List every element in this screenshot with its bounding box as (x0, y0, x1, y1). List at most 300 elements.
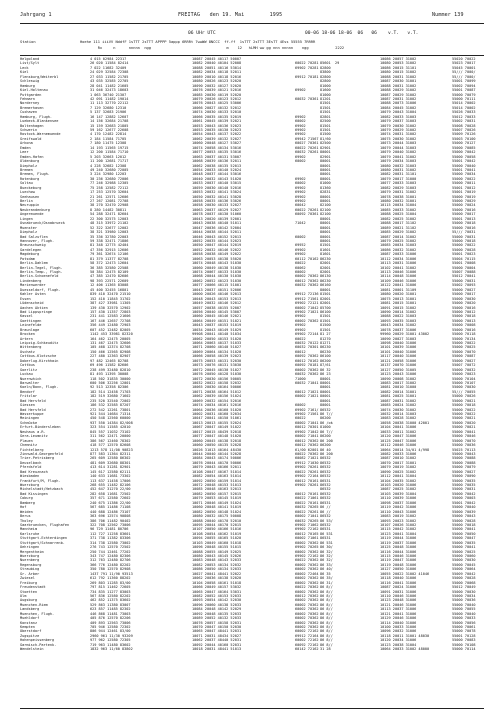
station-code-group-f: 55014 70002 (452, 101, 476, 106)
station-code-group-d: 82801 (320, 114, 331, 119)
station-code-group-b: 10043 20038 40140 51011 (192, 221, 242, 226)
station-code-group-b: 10082 20034 40118 52011 (192, 70, 242, 75)
station-code-group-e: 10082 20029 31003 (380, 185, 417, 190)
station-code-group-b: 10077 20047 40148 51020 (192, 434, 242, 439)
station-code-group-f: 55000 70018 (452, 238, 476, 243)
station-name: Bad Lippspringe (20, 309, 53, 314)
station-code-group-e: 10113 20031 31006 (380, 261, 417, 266)
station-code-group-c: 60022 70362 (295, 585, 319, 590)
station-code-group-a: 14 193 11565 19715 (90, 145, 129, 150)
station-code-group-f: 55000 70017 (452, 212, 476, 217)
station-code-group-d: 81501 (320, 243, 331, 248)
station-code-group-b: 10096 20060 40138 52033 (192, 602, 242, 607)
station-code-group-d: 86 8// (320, 611, 333, 616)
station-name: Bueckeburg (20, 185, 42, 190)
station-code-group-c: 60002 72162 (295, 638, 319, 643)
station-name: Trier-Petrisberg (20, 456, 55, 461)
station-code-group-a: 1 063 36740 21307 (90, 92, 127, 97)
station-code-group-f: 55000 70022 (452, 412, 476, 416)
station-code-group-d: 80001 (320, 398, 331, 403)
station-code-group-f: 55000 70031 (452, 234, 476, 239)
station-code-group-c: 60032 70301 (295, 345, 319, 350)
station-code-group-f: 55000 70068 (452, 580, 476, 585)
station-code-group-d: 86 35 (320, 571, 331, 576)
station-name: Berlin-Temp., Flugh. (20, 270, 63, 274)
station-code-group-c: 60012 70161 (295, 491, 319, 496)
station-code-group-e: 10073 20044 31003 (380, 141, 417, 146)
station-code-group-e: 10115 20046 31006 (380, 554, 417, 558)
station-code-group-d: 86100 (320, 309, 331, 314)
station-code-group-e: 10121 20046 31006 (380, 602, 417, 607)
station-code-group-b: 10074 20034 40161 52016 (192, 403, 242, 408)
station-code-group-a: 75 258 12582 72112 (90, 185, 129, 190)
station-code-group-f: 55000 70118 (452, 332, 476, 337)
station-code-group-c: 69902 (295, 123, 306, 128)
station-code-group-a: 21 261 12571 12606 (90, 194, 129, 199)
station-name: Kempten (20, 625, 35, 629)
station-code-group-d: 80001 (320, 225, 331, 230)
station-code-group-d: 82100 (320, 207, 331, 212)
station-code-group-b: 10070 20047 40150 52030 (192, 625, 242, 629)
station-code-group-b: 10059 20030 40140 52016 (192, 185, 242, 190)
station-code-group-a: 350 780 12570 82908 (90, 567, 131, 572)
station-code-group-f: 55000 70021 (452, 425, 476, 430)
station-code-group-b: 10084 20043 40174 50006 (192, 456, 242, 461)
station-code-group-e: 10079 20017 31000 (380, 176, 417, 181)
station-code-group-e: 10119 20044 31006 (380, 536, 417, 541)
station-name: Fehmarn (20, 96, 35, 101)
station-code-group-a: 35 336 32780 22003 (90, 234, 129, 239)
station-code-group-b: 10108 20047 40167 51014 (192, 469, 242, 474)
station-code-group-b: 10018 20031 48441 51013 (192, 647, 242, 652)
station-code-group-e: 10088 20073 31006 (380, 101, 417, 106)
station-name: Luckau (20, 372, 33, 377)
station-code-group-e: 10110 20046 31006 (380, 593, 417, 598)
station-code-group-f: 55000 70030 (452, 385, 476, 390)
station-name: Emden-Hafen (20, 154, 44, 159)
station-code-group-e: 10123 20043 31006 (380, 372, 417, 377)
station-code-group-c: 60092 70362 (295, 354, 319, 359)
station-code-group-e: 10079 20031 31002 (380, 190, 417, 195)
station-code-group-e: 10078 20038 31001 (380, 194, 417, 199)
station-name: Marienwerder (20, 283, 46, 288)
station-code-group-c: 60002 70362 (295, 567, 319, 572)
station-code-group-e: 99960 20029 31001 43002 (380, 332, 430, 337)
station-code-group-a: 977 962 12580 72305 (90, 638, 131, 643)
station-code-group-e: 10087 20031 31002 (380, 398, 417, 403)
station-code-group-c: 60112 70162 (295, 256, 319, 261)
station-code-group-c: 71000 (295, 376, 306, 381)
station-code-group-c: 69902 (295, 128, 306, 132)
station-code-group-d: 86 8// (320, 593, 333, 598)
station-code-group-f: 55000 70041 (452, 429, 476, 434)
station-code-group-a: 386 706 11482 90402 (90, 518, 131, 523)
station-code-group-c: 60002 70362 (295, 611, 319, 616)
station-name: Oberstdorf (20, 629, 42, 634)
station-code-group-b: 10060 20050 40135 52028 (192, 443, 242, 448)
station-code-group-b: 10062 20036 40138 52020 (192, 576, 242, 581)
station-name: Erfurt-Bindersleben (20, 425, 61, 430)
station-code-group-f: 55000 70031 (452, 278, 476, 283)
station-code-group-e: 10088 20031 31002 (380, 74, 417, 79)
station-code-group-c: 69912 71030 (295, 460, 319, 465)
station-code-group-c: 60012 70161 (295, 478, 319, 483)
station-code-group-d: 82001 (320, 270, 331, 274)
station-code-group-a: 343 747 12480 82306 (90, 554, 131, 558)
station-code-group-f: 55000 70018 (452, 522, 476, 527)
station-code-group-a: 1832 963 11/60 83802 (90, 647, 133, 652)
station-code-group-e: 10085 20024 31002 (380, 403, 417, 408)
station-code-group-d: 82001 (320, 301, 331, 306)
station-code-group-a: 186 532 32585 87207 (90, 403, 131, 408)
station-code-group-c: 60022 70362 (295, 558, 319, 563)
station-name: Berlin-Tegel, Flugh. (20, 265, 63, 270)
station-code-group-b: 10032 20022 40158 52032 (192, 380, 242, 385)
station-code-group-f: 55000 70111 (452, 96, 476, 101)
station-code-group-e: 10090 20025 31002 (380, 469, 417, 474)
station-code-group-c: 61/00 62001 (295, 447, 319, 452)
station-code-group-b: 10077 20053 40135 53016 (192, 150, 242, 155)
station-code-group-d: 86 8// (320, 607, 333, 612)
station-code-group-d: 81000 (320, 92, 331, 97)
station-name: Lindenberg (20, 278, 42, 283)
station-code-group-c: 60012 70362 (295, 443, 319, 448)
station-code-group-c: 60092 72162 (295, 642, 319, 647)
station-code-group-c: 69912 72164 (295, 633, 319, 638)
station-code-group-f: 55000 70025 (452, 345, 476, 350)
station-code-group-b: 10048 20043 40153 52013 (192, 296, 242, 301)
station-code-group-c: 71042 (295, 221, 306, 226)
station-code-group-d: 86 40 (320, 447, 331, 452)
station-name: Bremen, Flugh. (20, 172, 50, 177)
station-code-group-e: 10079 20019 31002 (380, 465, 417, 470)
station-code-group-c: 60002 70362 (295, 625, 319, 629)
station-code-group-f: 55000 70040 (452, 163, 476, 168)
station-code-group-c: 69902 71021 (295, 309, 319, 314)
station-code-group-f: 55000 70043 (452, 451, 476, 456)
station-code-group-b: 10076 20057 40158 52031 (192, 620, 242, 625)
station-code-group-c: 60022 70161 (295, 500, 319, 505)
station-code-group-c: 69912 71561 (295, 296, 319, 301)
station-code-group-a: 5 203 32663 12012 (90, 154, 127, 159)
station-code-group-a: 937 550 14384 82/008 (90, 420, 133, 425)
station-code-group-d: 86100 (320, 354, 331, 359)
station-code-group-d: 86200 (320, 434, 331, 439)
station-code-group-d: 80001 (320, 385, 331, 390)
station-code-group-b: 10071 20031 48434 52027 (192, 633, 242, 638)
station-code-group-b: 10077 20066 40115 51001 (192, 283, 242, 288)
station-name: Braunschweig (20, 243, 46, 248)
station-code-group-a: 47 356 32915 12606 (90, 247, 129, 252)
station-code-group-f: 55000 70030 (452, 558, 476, 563)
station-code-group-a: 250 744 12461 77202 (90, 549, 131, 554)
station-code-group-e: 10096 20032 31006 (380, 629, 417, 634)
station-code-group-a: 54 288 32471 82604 (90, 212, 129, 217)
station-code-group-f: 55000 70079 (452, 465, 476, 470)
station-name: Puttgarden (20, 92, 42, 97)
station-code-group-b: 10062 20037 48440 52031 (192, 638, 242, 643)
station-code-group-d: 86230 (320, 345, 331, 350)
station-code-group-b: 10068 20039 40136 52011 (192, 159, 242, 164)
station-code-group-d: 86 31/ (320, 580, 333, 585)
station-name: Hohenpeissenberg (20, 638, 55, 643)
station-code-group-c: 60002 72464 (295, 571, 319, 576)
station-code-group-b: 10066 20027 40132 52012 (192, 105, 242, 110)
station-name: Braunlage (20, 327, 40, 332)
station-code-group-f: 55000 70003 (452, 496, 476, 501)
station-name: Barwalter (20, 380, 40, 385)
station-code-group-e: 10104 20035 31002 (380, 478, 417, 483)
station-name: Frankfurt/M, Flugh. (20, 478, 61, 483)
footer-rule (20, 708, 484, 709)
station-code-group-a: 81 493 11395 30008 (90, 372, 129, 377)
station-code-group-b: 10054 20033 40140 52024 (192, 167, 242, 172)
station-code-group-c: 60002 (295, 159, 306, 164)
station-code-group-e: 10121 20058 31006 (380, 358, 417, 363)
station-code-group-b: 10089 20010 40118 52016 (192, 74, 242, 79)
station-code-group-b: 10075 20053 40131 52030 (192, 358, 242, 363)
station-code-group-e: 10129 20046 31006 (380, 616, 417, 621)
station-code-group-a: 356 449 12480 72903 (90, 323, 131, 328)
station-code-group-b: 10049 20032 40146 52012 (192, 301, 242, 306)
station-code-group-f: 55000 70020 (452, 420, 476, 425)
station-code-group-b: 10095 20044 40170 52015 (192, 522, 242, 527)
station-code-group-f: 55000 70018 (452, 314, 476, 319)
station-code-group-e: 10079 20041 31002 (380, 154, 417, 159)
station-code-group-f: 55002 70094 (452, 83, 476, 88)
station-code-group-f: 55000 70016 (452, 305, 476, 310)
station-code-group-a: 1142 453 33981 82320 (90, 332, 133, 337)
station-code-group-f: 55000 70127 (452, 141, 476, 146)
station-code-group-d: 80001 (320, 394, 331, 399)
station-name: Leer (20, 150, 29, 155)
station-name: Neuruppin (20, 203, 40, 208)
station-code-group-f: 55000 70031 (452, 487, 476, 492)
station-code-group-c: 69902 7161/ (295, 407, 319, 412)
station-code-group-d: 86 /ok (320, 420, 333, 425)
station-code-group-e: 10087 20014 31002 (380, 234, 417, 239)
station-name: Emden (20, 145, 31, 150)
station-name: Schmücke (20, 420, 38, 425)
station-code-group-e: 10079 20044 31003 (380, 145, 417, 150)
station-code-group-f: 55000 70033 (452, 616, 476, 621)
station-code-group-e: 10033 20011 31002 (380, 429, 417, 434)
station-code-group-f: 55001 70087 (452, 88, 476, 93)
station-name: Wiesbaden (20, 474, 40, 479)
station-code-group-b: 10082 20052 40153 52033 (192, 593, 242, 598)
station-code-group-c: 69902 (295, 323, 306, 328)
station-code-group-e: 10087 20031 31002 (380, 96, 417, 101)
station-code-group-a: 145 617 12580 62111 (90, 469, 131, 474)
station-code-group-f: 55000 70030 (452, 296, 476, 301)
station-code-group-c: 60012 70362 (295, 438, 319, 443)
station-code-group-d: 86 8// (320, 602, 333, 607)
station-code-group-d: 86 32/ (320, 558, 333, 563)
station-code-group-f: 55000 70050 (452, 531, 476, 536)
station-code-group-f: 55001 70042 (452, 159, 476, 164)
station-code-group-b: 10092 20048 40135 52033 (192, 611, 242, 616)
station-name: Bendorf (20, 389, 35, 394)
station-name: Oehringen (20, 545, 40, 550)
station-code-group-a: 1213 578 11/00 90823 (90, 447, 133, 452)
station-code-group-d: 82001 (320, 296, 331, 301)
station-code-group-f: 55000 70040 (452, 505, 476, 510)
station-code-group-e: 10080 20032 31003 (380, 163, 417, 168)
station-code-group-a: 282 658 11681 72502 (90, 491, 131, 496)
station-code-group-e: 10119 20048 31006 (380, 562, 417, 567)
station-code-group-c: 60002 70362 (295, 589, 319, 594)
station-code-group-e: 10083 20028 31002 (380, 416, 417, 421)
station-code-group-c: 60002 (295, 270, 306, 274)
station-code-group-e: 10082 20025 31002 (380, 216, 417, 221)
station-code-group-b: 10033 20037 40140 53015 (192, 181, 242, 186)
station-code-group-b: 10013 20013 40155 52024 (192, 420, 242, 425)
station-code-group-e: 10100 20033 31006 (380, 625, 417, 629)
station-code-group-f: 55000 70018 (452, 221, 476, 226)
station-code-group-e: 10078 20037 31006 (380, 327, 417, 332)
station-code-group-d: 86532 (320, 407, 331, 412)
station-code-group-a: 38 270 32470 22908 (90, 203, 129, 208)
station-code-group-e: 10109 20046 31006 (380, 278, 417, 283)
station-code-group-f: 55000 70027 (452, 358, 476, 363)
station-name: Essen (20, 296, 31, 301)
station-code-group-d: 86 35/ (320, 576, 333, 581)
station-code-group-b: 10060 20049 40138 51030 (192, 265, 242, 270)
station-name: Helgoland (20, 57, 40, 61)
station-name: Diepholz (20, 230, 38, 235)
station-code-group-a: 139 430 32570 12902 (90, 305, 131, 310)
station-code-group-b: 10071 20046 40149 51024 (192, 500, 242, 505)
station-code-group-f: 55000 70013 (452, 318, 476, 323)
station-code-group-d: 86200 (320, 416, 331, 421)
station-code-group-a: 600 506 32256 12001 (90, 380, 131, 385)
station-name: Cuxhaven (20, 110, 38, 115)
station-code-group-d: 86 32/ (320, 554, 333, 558)
station-code-group-d: 86200 (320, 443, 331, 448)
station-code-group-d: 81501 (320, 314, 331, 319)
station-code-group-a: 15 159 32683 21805 (90, 123, 129, 128)
station-name: Fritzlar (20, 394, 38, 399)
station-code-group-d: 82800 (320, 79, 331, 84)
date-label: FREITAG den 19. Mai 1995 (178, 12, 283, 18)
station-code-group-b: 10050 20047 40144 52019 (192, 243, 242, 248)
station-code-group-e: 10086 20015 31101 (380, 65, 417, 70)
station-code-group-f: 55000 70027 (452, 469, 476, 474)
station-name: Stuttgart-Echterdingen (20, 536, 67, 541)
station-code-group-f: 55007 70088 (452, 270, 476, 274)
station-code-group-b: 10052 20032 40146 52022 (192, 247, 242, 252)
station-code-group-b: 10046 20043 40152 52013 (192, 234, 242, 239)
station-code-group-d: 86200 (320, 358, 331, 363)
station-code-group-e: 10081 20010 31000 (380, 385, 417, 390)
station-code-group-a: 387 427 33981 11305 (90, 301, 131, 306)
station-code-group-b: 10082 20053 40134 52032 (192, 562, 242, 567)
station-code-group-f: 55000 70036 (452, 598, 476, 603)
station-code-group-d: 82001 (320, 265, 331, 270)
station-code-group-d: 86230 (320, 256, 331, 261)
station-code-group-e: 10101 20040 31006 (380, 349, 417, 354)
station-code-group-f: 55000 70055 (452, 607, 476, 612)
station-code-group-e: 10074 20030 31002 (380, 407, 417, 412)
station-code-group-a: 314 738 12580 73002 (90, 540, 131, 545)
station-code-group-e: 10087 20010 31002 (380, 456, 417, 461)
station-code-group-a: 42 091 11482 19014 (90, 96, 129, 101)
station-code-group-a: 481 609 32680 88301 (90, 460, 131, 465)
station-code-group-b: 10072 20048 40153 51013 (192, 483, 242, 487)
station-code-group-e: 10079 20037 31003 (380, 119, 417, 124)
station-code-group-a: 231 441 12583 21606 (90, 314, 131, 319)
station-code-group-e: 10091 20015 31002 (380, 305, 417, 310)
station-code-group-c: 60002 (295, 181, 306, 186)
station-code-group-a: 607 452 12482 82005 (90, 327, 131, 332)
station-code-group-b: 10080 20026 40123 52020 (192, 79, 242, 84)
station-name: Landsberg (20, 607, 40, 612)
station-name: Mannheim (20, 527, 38, 532)
station-code-group-c: 60002 71042 (295, 305, 319, 310)
station-code-group-a: 11 200 12681 71717 (90, 159, 129, 164)
station-code-group-d: 80001 (320, 163, 331, 168)
station-code-group-e: 10087 20033 31006 (380, 252, 417, 257)
station-name: Gardelegen (20, 247, 42, 252)
station-code-group-f: 55012 70033 (452, 114, 476, 119)
station-code-group-e: 10090 20008 31002 (380, 376, 417, 381)
station-code-group-d: 82500 (320, 141, 331, 146)
station-name: Zwiesel (20, 576, 35, 581)
station-code-group-a: 405 876 12570 82206 (90, 616, 131, 621)
station-code-group-b: 10052 20035 40144 52023 (192, 238, 242, 243)
station-code-group-d: 80001 (320, 403, 331, 408)
station-code-group-d: 82901 (320, 154, 331, 159)
station-code-group-e: 10090 20027 31003 (380, 336, 417, 341)
station-code-group-f: 55000 70016 (452, 207, 476, 212)
station-code-group-a: 12 200 11584 71710 (90, 150, 129, 155)
station-code-group-c: 69902 (295, 314, 306, 319)
station-code-group-e: 10125 20047 31006 (380, 438, 417, 443)
station-code-group-d: 86 33/ (320, 562, 333, 567)
station-code-group-c: 60012 70165 (295, 531, 319, 536)
station-code-group-e: 10080 20015 31002 (380, 70, 417, 75)
station-code-group-d: 81501 (320, 110, 331, 115)
station-code-group-a: 49 240 32680 72005 (90, 167, 129, 172)
station-code-group-e: 10107 20026 31002 (380, 522, 417, 527)
station-code-group-b: 10060 20048 40127 53027 (192, 141, 242, 146)
station-code-group-d: 81360 (320, 185, 331, 190)
station-name: Norderney (20, 101, 40, 106)
station-name: Zugspitze (20, 633, 40, 638)
station-code-group-b: 10060 20045 40146 52021 (192, 314, 242, 319)
station-code-group-b: 10107 20050 40166 51016 (192, 527, 242, 532)
station-code-group-b: 10067 20047 40149 51022 (192, 425, 242, 430)
station-code-group-a: 240 675 11386 22/00 (90, 500, 131, 505)
station-code-group-f: 55000 70035 (452, 483, 476, 487)
station-code-group-a: 97 482 12465 82708 (90, 358, 129, 363)
station-code-group-a: 47 385 12470 82606 (90, 274, 129, 279)
station-code-group-d: 80001 (320, 167, 331, 172)
station-code-group-d: 86 8// (320, 585, 333, 590)
station-code-group-e: 10102 20041 31002 (380, 265, 417, 270)
station-code-group-d: 86 531 (320, 540, 333, 545)
station-name: Luebeck-Blankensee (20, 119, 59, 124)
station-code-group-d: 82800 (320, 74, 331, 79)
station-code-group-f: 55000 70028 (452, 247, 476, 252)
station-code-group-c: 60032 70265 (295, 518, 319, 523)
station-code-group-a: 17 253 12570 32604 (90, 190, 129, 195)
station-code-group-c: 60002 70362 (295, 576, 319, 581)
station-name: Muenchen-Riem (20, 602, 48, 607)
station-code-group-e: 10079 20034 31003 (380, 159, 417, 164)
station-name: Artern (20, 336, 33, 341)
station-code-group-f: 55000 70034 (452, 593, 476, 598)
